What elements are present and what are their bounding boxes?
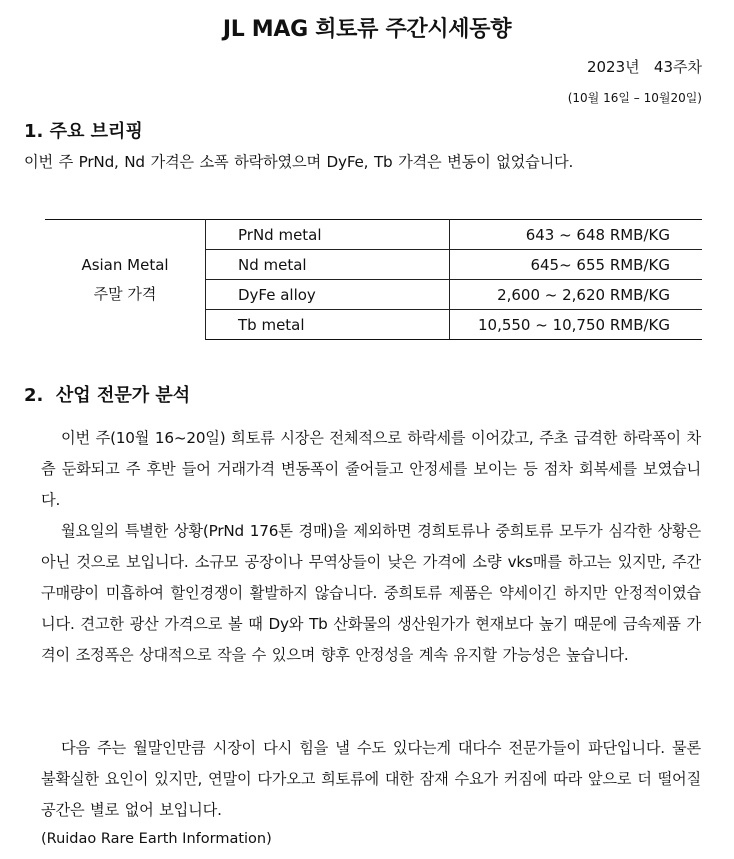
item-price: 2,600 ~ 2,620 RMB/KG <box>450 280 703 310</box>
item-name: Nd metal <box>206 250 450 280</box>
price-source-cell <box>45 220 206 340</box>
report-week: 2023년 43주차 <box>586 58 702 76</box>
table-row <box>45 220 702 250</box>
briefing-text: 이번 주 PrNd, Nd 가격은 소폭 하락하였으며 DyFe, Tb 가격은 변동이 없었습니다. <box>24 153 574 171</box>
price-source-subtitle: 주말 가격 <box>93 284 157 303</box>
price-source-name: Asian Metal <box>81 255 169 274</box>
item-name: DyFe alloy <box>206 280 450 310</box>
source-citation: (Ruidao Rare Earth Information) <box>41 831 272 847</box>
section-heading-briefing: 1. 주요 브리핑 <box>24 121 143 142</box>
analysis-paragraph-2: 월요일의 특별한 상황(PrNd 176톤 경매)을 제외하면 경희토류나 중희토류 모두가 심각한 상황은 아닌 것으로 보입니다. 소규모 공장이나 무역상들이 낮은 가격에 소량 vks매를 하고는 있지만, 주간 구매량이 미흡하여 할인경쟁이 활발하지 않습니다. 중희토류 제품은 약세이긴 하지만 안정적이였습니다. 견고한 광산 가격으로 볼 때 Dy와 Tb 산화물의 생산원가가 현재보다 높기 때문에 금속제품 가격이 조정폭은 상대적으로 작을 수 있으며 향후 안정성을 계속 유지할 가능성은 높습니다. <box>41 522 701 664</box>
analysis-paragraph-1: 이번 주(10월 16~20일) 희토류 시장은 전체적으로 하락세를 이어갔고, 주초 급격한 하락폭이 차츰 둔화되고 주 후반 들어 거래가격 변동폭이 줄어들고 안정세를 보이는 등 점차 회복세를 보였습니다. <box>41 429 701 509</box>
item-name: PrNd metal <box>206 220 450 250</box>
report-date-range: (10월 16일 – 10월20일) <box>567 91 702 105</box>
item-price: 645~ 655 RMB/KG <box>450 250 703 280</box>
document-title: JL MAG 희토류 주간시세동향 <box>222 17 512 42</box>
price-table <box>45 219 702 340</box>
analysis-paragraph-3: 다음 주는 월말인만큼 시장이 다시 힘을 낼 수도 있다는게 대다수 전문가들이 파단입니다. 물론 불확실한 요인이 있지만, 연말이 다가오고 희토류에 대한 잠재 수요가 커짐에 따라 앞으로 더 떨어질 공간은 별로 없어 보입니다. <box>41 739 701 819</box>
item-price: 643 ~ 648 RMB/KG <box>450 220 703 250</box>
item-price: 10,550 ~ 10,750 RMB/KG <box>450 310 703 340</box>
section-heading-analysis: 2. 산업 전문가 분석 <box>24 385 191 406</box>
item-name: Tb metal <box>206 310 450 340</box>
